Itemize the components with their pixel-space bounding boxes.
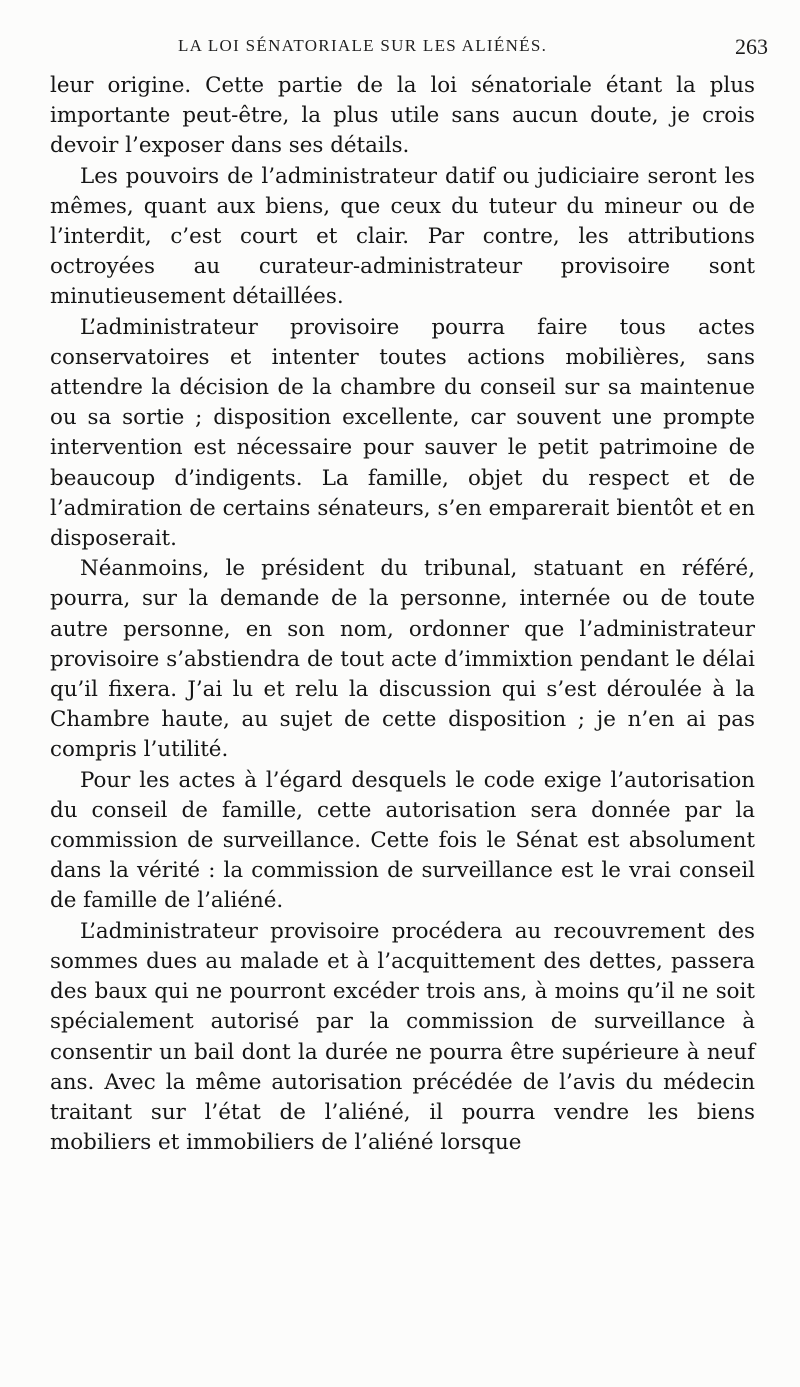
page-number: 263 [735, 34, 768, 59]
running-title: LA LOI SÉNATORIALE SUR LES ALIÉNÉS. [178, 36, 548, 55]
paragraph: L’administrateur provisoire procédera au recouvrement des sommes dues au malade et à l’acquittement des dettes, passera des baux qui ne pourront excéder trois ans, à moins qu’il ne soit spécialement autorisé par la commission de surveillance à consentir un bail dont la durée ne pourra être supérieure à neuf ans. Avec la même autorisation précédée de l’avis du médecin traitant sur l’état de l’aliéné, il pourra vendre les biens mobiliers et immobiliers de l’aliéné lorsque [50, 918, 755, 1156]
paragraph-continuation: leur origine. Cette partie de la loi sénatoriale étant la plus importante peut-être, la plus utile sans aucun doute, je crois devoir l’exposer dans ses détails. [50, 73, 755, 159]
paragraph: Néanmoins, le président du tribunal, statuant en référé, pourra, sur la demande de la personne, internée ou de toute autre personne, en son nom, ordonner que l’administrateur provisoire s’abstiendra de tout acte d’immixtion pendant le délai qu’il fixera. J’ai lu et relu la discussion qui s’est déroulée à la Chambre haute, au sujet de cette disposition ; je n’en ai pas compris l’utilité. [50, 556, 755, 763]
paragraph: Les pouvoirs de l’administrateur datif ou judiciaire seront les mêmes, quant aux biens, que ceux du tuteur du mineur ou de l’interdit, c’est court et clair. Par contre, les attributions octroyées au curateur-administrateur provisoire sont minutieusement détaillées. [50, 163, 755, 310]
page-header [178, 34, 768, 62]
body-text [50, 71, 755, 1158]
paragraph: L’administrateur provisoire pourra faire tous actes conservatoires et intenter toutes actions mobilières, sans attendre la décision de la chambre du conseil sur sa maintenue ou sa sortie ; disposition excellente, car souvent une prompte intervention est nécessaire pour sauver le petit patrimoine de beaucoup d’indigents. La famille, objet du respect et de l’admiration de certains sénateurs, s’en emparerait bientôt et en disposerait. [50, 314, 755, 552]
paragraph: Pour les actes à l’égard desquels le code exige l’autorisation du conseil de famille, cette autorisation sera donnée par la commission de surveillance. Cette fois le Sénat est absolument dans la vérité : la commission de surveillance est le vrai conseil de famille de l’aliéné. [50, 767, 755, 914]
